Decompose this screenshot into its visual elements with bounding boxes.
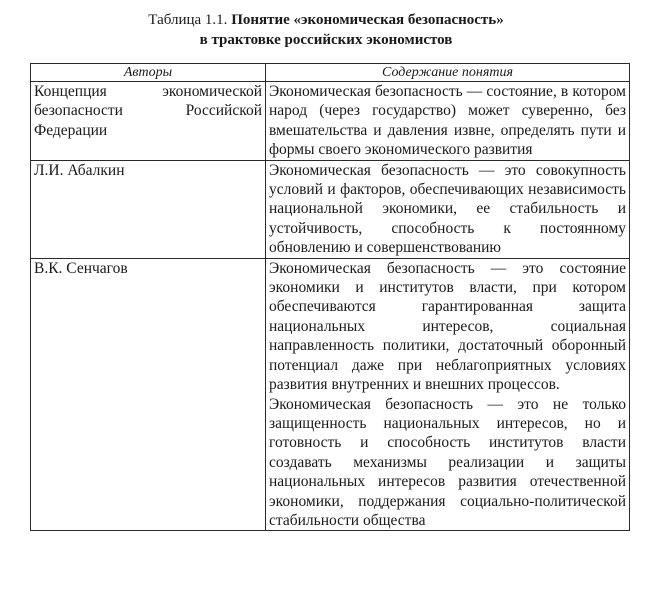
header-authors: Авторы — [31, 64, 266, 82]
definitions-table — [30, 63, 630, 531]
caption-title-part1: Понятие «экономическая безопасность» — [231, 12, 504, 28]
header-content: Содержание понятия — [266, 64, 630, 82]
table-row — [31, 258, 630, 531]
caption-prefix: Таблица 1.1. — [148, 12, 228, 28]
content-cell — [266, 160, 630, 258]
table-row — [31, 160, 630, 258]
table-header-row — [31, 64, 630, 82]
content-cell — [266, 82, 630, 161]
author-cell: Л.И. Абалкин — [31, 160, 266, 258]
content-paragraph: Экономическая безопасность — это состояние экономики и институтов власти, при котором обеспечиваются гарантированная защита национальных интересов, социальная направленность политики, достаточный оборонный потенциал даже при неблагоприятных условиях развития внутренних и внешних процессов. — [269, 259, 626, 394]
caption-line-1 — [0, 10, 652, 30]
caption-title-part2: в трактовке российских экономистов — [199, 32, 453, 48]
author-cell: В.К. Сенчагов — [31, 258, 266, 531]
table-caption — [0, 10, 652, 50]
content-paragraph: Экономическая безопасность — это совокупность условий и факторов, обеспечивающих независимость национальной экономики, ее стабильность и устойчивость, способность к постоянному обновлению и совершенствованию — [269, 161, 626, 257]
content-paragraph: Экономическая безопасность — это не только защищенность национальных интересов, но и готовность и способность институтов власти создавать механизмы реализации и защиты национальных интересов развития отечественной экономики, поддержания социально-политической стабильности общества — [269, 395, 626, 529]
author-cell: Концепция экономической безопасности Российской Федерации — [31, 82, 266, 161]
content-cell — [266, 258, 630, 531]
content-paragraph: Экономическая безопасность — состояние, в котором народ (через государство) может суверенно, без вмешательства и давления извне, определять пути и формы своего экономического развития — [269, 83, 626, 159]
table-row — [31, 82, 630, 161]
